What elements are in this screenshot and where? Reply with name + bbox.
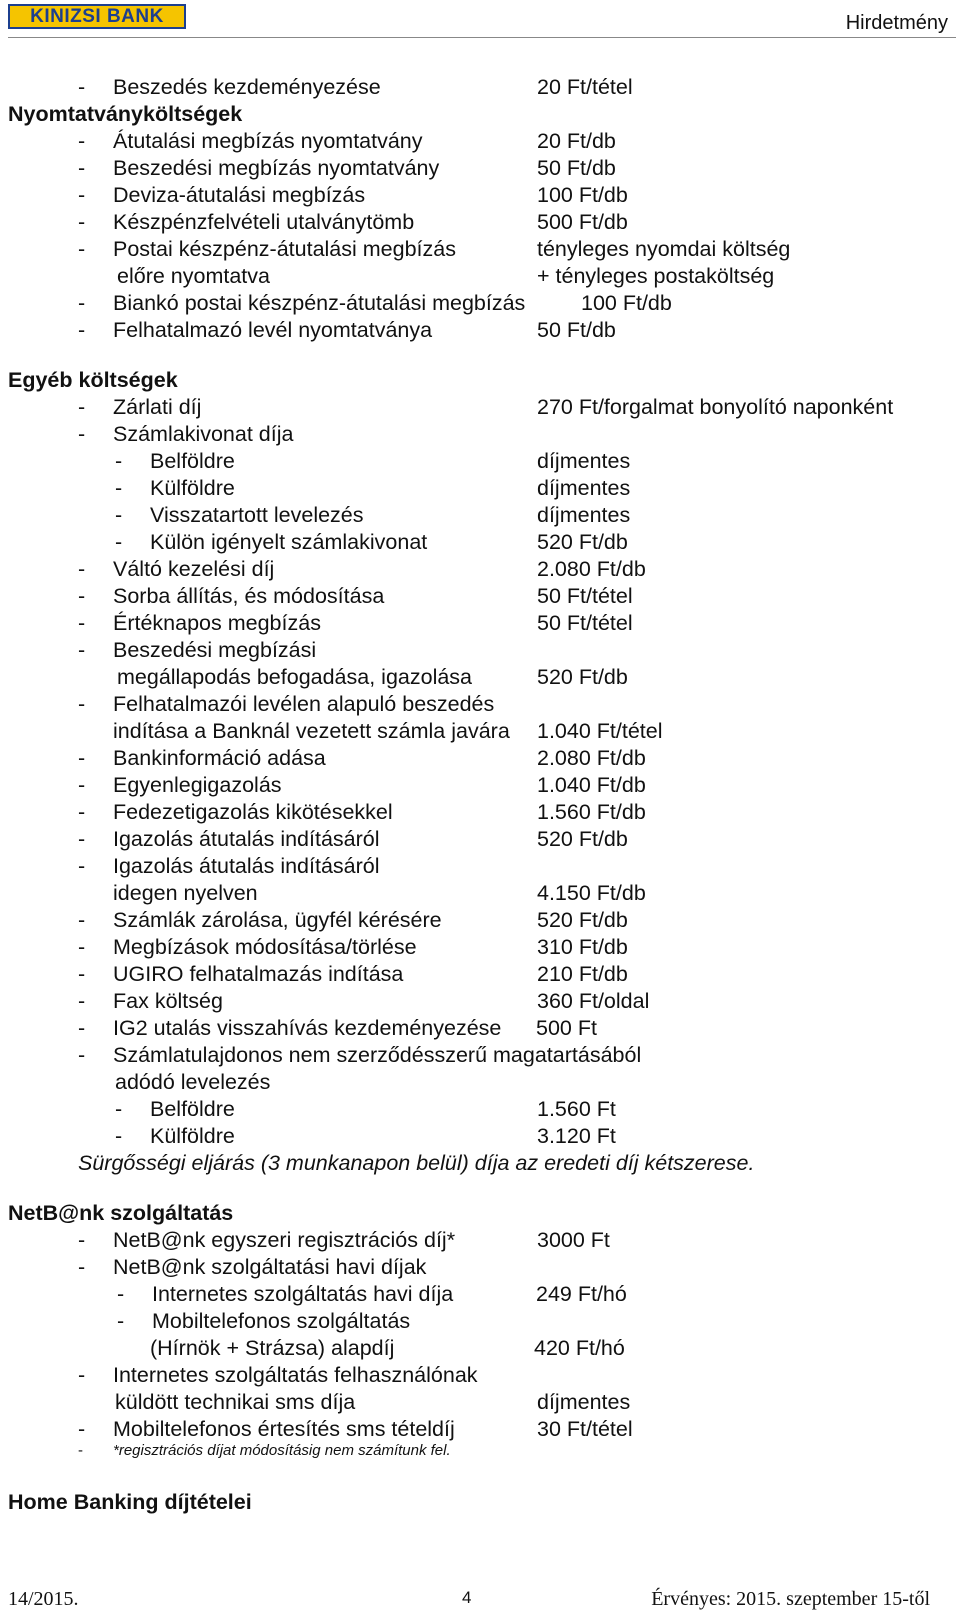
- fee-value: 249 Ft/hó: [536, 1282, 627, 1306]
- fee-label: Felhatalmazó levél nyomtatványa: [113, 318, 433, 342]
- fee-label: Beszedés kezdeményezése: [113, 75, 381, 99]
- fee-row: [0, 475, 960, 502]
- fee-row: [0, 1042, 960, 1069]
- fee-row: [0, 880, 960, 907]
- fee-value: + tényleges postaköltség: [537, 264, 775, 288]
- fee-row: [0, 448, 960, 475]
- bullet-dash: -: [115, 449, 123, 473]
- fee-row: [0, 583, 960, 610]
- fee-value: 50 Ft/tétel: [537, 584, 633, 608]
- fee-value: 100 Ft/db: [581, 291, 672, 315]
- fee-row: [0, 799, 960, 826]
- fee-row: [0, 664, 960, 691]
- fee-value: 50 Ft/tétel: [537, 611, 633, 635]
- fee-value: 30 Ft/tétel: [537, 1417, 633, 1441]
- fee-row: [0, 1096, 960, 1123]
- bullet-dash: -: [117, 1309, 125, 1333]
- section-heading: Nyomtatványköltségek: [8, 102, 243, 126]
- fee-label: Igazolás átutalás indításáról: [113, 854, 380, 878]
- fee-row: [0, 317, 960, 344]
- fee-value: 520 Ft/db: [537, 827, 628, 851]
- fee-value: díjmentes: [537, 1390, 631, 1414]
- fee-label: megállapodás befogadása, igazolása: [117, 665, 473, 689]
- fee-label: Beszedési megbízás nyomtatvány: [113, 156, 440, 180]
- bullet-dash: -: [78, 773, 86, 797]
- fee-label: UGIRO felhatalmazás indítása: [113, 962, 404, 986]
- fee-row: [0, 74, 960, 101]
- fee-row: [0, 421, 960, 448]
- fee-row: [0, 263, 960, 290]
- bullet-dash: -: [115, 1097, 123, 1121]
- fee-row: [0, 637, 960, 664]
- fee-row: [0, 529, 960, 556]
- fee-row: [0, 1123, 960, 1150]
- fee-label: Visszatartott levelezés: [150, 503, 364, 527]
- fee-label: Biankó postai készpénz-átutalási megbízás: [113, 291, 526, 315]
- bullet-dash: -: [78, 1043, 86, 1067]
- fee-value: díjmentes: [537, 449, 631, 473]
- fee-label: Számlák zárolása, ügyfél kérésére: [113, 908, 442, 932]
- bullet-dash: -: [78, 75, 86, 99]
- bullet-dash: -: [117, 1282, 125, 1306]
- fee-value: 20 Ft/db: [537, 129, 616, 153]
- fee-label: Készpénzfelvételi utalványtömb: [113, 210, 415, 234]
- fee-row: [0, 853, 960, 880]
- fee-value: 420 Ft/hó: [534, 1336, 625, 1360]
- bullet-dash: -: [78, 746, 86, 770]
- fee-value: tényleges nyomdai költség: [537, 237, 791, 261]
- fee-label: Postai készpénz-átutalási megbízás: [113, 237, 456, 261]
- fee-row: [0, 1308, 960, 1335]
- fee-label: Külföldre: [150, 1124, 235, 1148]
- fee-value: 500 Ft/db: [537, 210, 628, 234]
- bullet-dash: -: [115, 530, 123, 554]
- fee-value: 100 Ft/db: [537, 183, 628, 207]
- fee-label: Mobiltelefonos értesítés sms tételdíj: [113, 1417, 455, 1441]
- fee-label: Bankinformáció adása: [113, 746, 326, 770]
- bullet-dash: -: [78, 422, 86, 446]
- fee-value: 50 Ft/db: [537, 156, 616, 180]
- bullet-dash: -: [115, 503, 123, 527]
- fee-label: (Hírnök + Strázsa) alapdíj: [150, 1336, 395, 1360]
- fee-label: Külön igényelt számlakivonat: [150, 530, 428, 554]
- bullet-dash: -: [78, 1417, 86, 1441]
- section-heading: NetB@nk szolgáltatás: [8, 1201, 234, 1225]
- fee-label: Egyenlegigazolás: [113, 773, 282, 797]
- fee-value: 360 Ft/oldal: [537, 989, 650, 1013]
- fee-row: [0, 718, 960, 745]
- fee-row: [0, 1227, 960, 1254]
- bullet-dash: -: [78, 800, 86, 824]
- fee-value: 310 Ft/db: [537, 935, 628, 959]
- bullet-dash: -: [78, 210, 86, 234]
- fee-value: 3000 Ft: [537, 1228, 610, 1252]
- fee-label: Fax költség: [113, 989, 223, 1013]
- fee-label: NetB@nk szolgáltatási havi díjak: [113, 1255, 427, 1279]
- fee-label: Számlakivonat díja: [113, 422, 294, 446]
- header-divider: [8, 37, 956, 38]
- fee-row: [0, 394, 960, 421]
- fee-row: [0, 934, 960, 961]
- footer-doc-number: 14/2015.: [8, 1588, 79, 1610]
- fee-value: 210 Ft/db: [537, 962, 628, 986]
- bullet-dash: -: [78, 318, 86, 342]
- section-heading: Egyéb költségek: [8, 368, 178, 392]
- fee-row: [0, 826, 960, 853]
- fee-row: [0, 209, 960, 236]
- bullet-dash: -: [78, 935, 86, 959]
- fee-label: Zárlati díj: [113, 395, 202, 419]
- bullet-dash: -: [78, 962, 86, 986]
- fee-row: [0, 1362, 960, 1389]
- bullet-dash: -: [78, 183, 86, 207]
- fee-label: indítása a Banknál vezetett számla javára: [113, 719, 510, 743]
- fee-value: 2.080 Ft/db: [537, 746, 646, 770]
- fee-label: Sorba állítás, és módosítása: [113, 584, 385, 608]
- fee-label: Megbízások módosítása/törlése: [113, 935, 417, 959]
- document-type: Hirdetmény: [845, 12, 948, 34]
- fee-row: [0, 182, 960, 209]
- bullet-dash: -: [78, 989, 86, 1013]
- fee-value: 50 Ft/db: [537, 318, 616, 342]
- fee-label: Mobiltelefonos szolgáltatás: [152, 1309, 411, 1333]
- fee-label: Felhatalmazói levélen alapuló beszedés: [113, 692, 495, 716]
- fee-label: Értéknapos megbízás: [113, 611, 321, 635]
- fee-value: 520 Ft/db: [537, 665, 628, 689]
- bullet-dash: -: [115, 476, 123, 500]
- fee-value: 4.150 Ft/db: [537, 881, 646, 905]
- bullet-dash: -: [78, 557, 86, 581]
- bank-logo: KINIZSI BANK: [8, 4, 186, 29]
- fee-value: 520 Ft/db: [537, 908, 628, 932]
- fee-row: [0, 1416, 960, 1443]
- fee-label: Internetes szolgáltatás havi díja: [152, 1282, 454, 1306]
- fee-label: Internetes szolgáltatás felhasználónak: [113, 1363, 478, 1387]
- section-heading: Home Banking díjtételei: [8, 1490, 252, 1514]
- bullet-dash: -: [78, 908, 86, 932]
- fee-row: [0, 1254, 960, 1281]
- fee-row: [0, 1015, 960, 1042]
- fee-label: NetB@nk egyszeri regisztrációs díj*: [113, 1228, 456, 1252]
- fee-row: [0, 236, 960, 263]
- fee-label: Beszedési megbízási: [113, 638, 317, 662]
- fee-label: IG2 utalás visszahívás kezdeményezése: [113, 1016, 502, 1040]
- page-header: [0, 0, 960, 40]
- bullet-dash: -: [78, 638, 86, 662]
- fee-label: Váltó kezelési díj: [113, 557, 275, 581]
- fee-label: előre nyomtatva: [117, 264, 270, 288]
- fee-value: 20 Ft/tétel: [537, 75, 633, 99]
- fee-row: [0, 502, 960, 529]
- fee-label: Belföldre: [150, 1097, 235, 1121]
- fee-value: 500 Ft: [536, 1016, 597, 1040]
- fee-row: [0, 1389, 960, 1416]
- fee-row: [0, 1069, 960, 1096]
- fee-label: Belföldre: [150, 449, 235, 473]
- fee-value: díjmentes: [537, 503, 631, 527]
- fee-row: [0, 961, 960, 988]
- bullet-dash: -: [78, 1016, 86, 1040]
- fee-row: [0, 1335, 960, 1362]
- bullet-dash: -: [78, 1255, 86, 1279]
- bullet-dash: -: [78, 827, 86, 851]
- bullet-dash: -: [78, 584, 86, 608]
- page-footer: [0, 1585, 960, 1615]
- fee-row: [0, 691, 960, 718]
- fee-row: [0, 290, 960, 317]
- fee-label: Átutalási megbízás nyomtatvány: [113, 129, 423, 153]
- fee-label: idegen nyelven: [113, 881, 258, 905]
- bullet-dash: -: [78, 611, 86, 635]
- fee-label: küldött technikai sms díja: [115, 1390, 356, 1414]
- fee-row: [0, 556, 960, 583]
- fee-value: 1.560 Ft: [537, 1097, 616, 1121]
- bullet-dash: -: [115, 1124, 123, 1148]
- bullet-dash: -: [78, 1363, 86, 1387]
- fee-row: [0, 1281, 960, 1308]
- fee-row: [0, 1150, 960, 1177]
- fee-value: 1.560 Ft/db: [537, 800, 646, 824]
- footer-validity: Érvényes: 2015. szeptember 15-től: [651, 1588, 930, 1610]
- fee-label: Sürgősségi eljárás (3 munkanapon belül) díja az eredeti díj kétszerese.: [78, 1151, 755, 1175]
- bullet-dash: -: [78, 129, 86, 153]
- fee-row: [0, 1440, 960, 1462]
- bullet-dash: -: [78, 1442, 83, 1459]
- bullet-dash: -: [78, 156, 86, 180]
- bullet-dash: -: [78, 854, 86, 878]
- fee-value: 270 Ft/forgalmat bonyolító naponként: [537, 395, 894, 419]
- fee-value: 1.040 Ft/db: [537, 773, 646, 797]
- fee-label: adódó levelezés: [115, 1070, 271, 1094]
- fee-row: [0, 155, 960, 182]
- bullet-dash: -: [78, 1228, 86, 1252]
- bullet-dash: -: [78, 692, 86, 716]
- fee-row: [0, 988, 960, 1015]
- fee-label: Számlatulajdonos nem szerződésszerű magatartásából: [113, 1043, 642, 1067]
- fee-label: Külföldre: [150, 476, 235, 500]
- fee-value: díjmentes: [537, 476, 631, 500]
- fee-row: [0, 745, 960, 772]
- fee-value: 520 Ft/db: [537, 530, 628, 554]
- fee-label: Fedezetigazolás kikötésekkel: [113, 800, 393, 824]
- bullet-dash: -: [78, 395, 86, 419]
- fee-value: 1.040 Ft/tétel: [537, 719, 663, 743]
- fee-row: [0, 907, 960, 934]
- bullet-dash: -: [78, 291, 86, 315]
- fee-row: [0, 610, 960, 637]
- fee-label: *regisztrációs díjat módosításig nem számítunk fel.: [113, 1442, 451, 1459]
- page-number: 4: [462, 1588, 472, 1607]
- fee-label: Igazolás átutalás indításáról: [113, 827, 380, 851]
- fee-value: 2.080 Ft/db: [537, 557, 646, 581]
- fee-row: [0, 128, 960, 155]
- fee-value: 3.120 Ft: [537, 1124, 616, 1148]
- fee-label: Deviza-átutalási megbízás: [113, 183, 366, 207]
- bullet-dash: -: [78, 237, 86, 261]
- fee-row: [0, 772, 960, 799]
